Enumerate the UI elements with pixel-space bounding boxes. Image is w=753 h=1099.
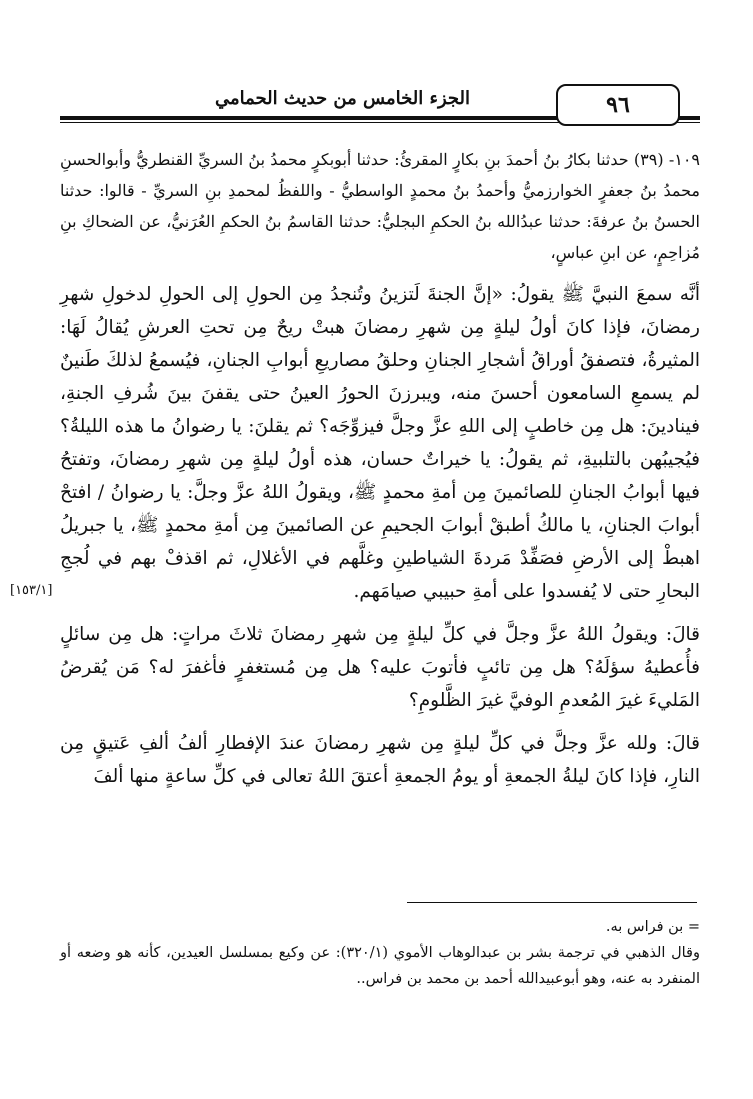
footnote-separator <box>407 902 697 903</box>
page-number-box <box>556 84 680 126</box>
volume-page-marker: [١٥٣/١] <box>10 583 53 598</box>
main-text <box>10 144 701 803</box>
hadith-text: أنَّه سمعَ النبيَّ ﷺ يقولُ: «إنَّ الجنةَ لَتزينُ وتُنجدُ مِن الحولِ إلى الحولِ لدخولِ شهرِ رمضانَ، فإذا كانَ أولُ ليلةٍ مِن شهرِ رمضانَ هبتْ ريحٌ مِن تحتِ العرشِ يُقالُ لَهَا: المثيرةُ، فتصفقُ أوراقُ أشجارِ الجنانِ وحلقُ مصاريعِ أبوابِ الجنانِ، فيُسمعُ لذلكَ طَنينٌ لم يسمعِ السامعون أحسنَ منه، ويبرزنَ الحورُ العينُ حتى يقفنَ بينَ شُرفِ الجنةِ، فينادينَ: هل مِن خاطبٍ إلى اللهِ عزَّ وجلَّ فيزوِّجَه؟ ثم يقلنَ: يا رضوانُ ما هذه الليلةُ؟ فيُجيبُهن بالتلبيةِ، ثم يقولُ: يا خيراتٌ حسان، هذه أولُ ليلةٍ مِن شهرِ رمضانَ، وتفتحُ فيها أبوابُ الجنانِ للصائمينَ مِن أمةِ محمدٍ ﷺ، ويقولُ اللهُ عزَّ وجلَّ: يا رضوانُ / افتحْ أبوابَ الجنانِ، يا مالكُ أطبقْ أبوابَ الجحيمِ عن الصائمينَ مِن أمةِ محمدٍ ﷺ، يا جبريلُ اهبطْ إلى الأرضِ فصَفِّدْ مَردةَ الشياطينِ وغلَّهم في الأغلالِ، ثم اقذفْ بهم في لُججِ البحارِ حتى لا يُفسدوا على أمةِ حبيبي صيامَهم. <box>60 284 700 602</box>
running-title: الجزء الخامس من حديث الحمامي <box>215 88 470 109</box>
hadith-paragraph-2: قالَ: ويقولُ اللهُ عزَّ وجلَّ في كلِّ ليلةٍ مِن شهرِ رمضانَ ثلاثَ مراتٍ: هل مِن سائلٍ فأُعطيهُ سؤلَهُ؟ هل مِن تائبٍ فأتوبَ عليه؟ هل مِن مُستغفرٍ فأغفرَ له؟ مَن يُقرضُ المَليءَ غيرَ المُعدمِ الوفيَّ غيرَ الظَّلومِ؟ <box>60 624 700 711</box>
page-header <box>60 80 700 130</box>
footnote-text: وقال الذهبي في ترجمة بشر بن عبدالوهاب الأموي (٣٢٠/١): عن وكيع بمسلسل العيدين، كأنه هو وضعه أو المنفرد به عنه، وهو أبوعبيدالله أحمد بن محمد بن فراس.. <box>60 945 700 987</box>
hadith-paragraph-3: قالَ: ولله عزَّ وجلَّ في كلِّ ليلةٍ مِن شهرِ رمضانَ عندَ الإفطارِ ألفُ ألفِ عَتيقٍ مِن النارِ، فإذا كانَ ليلةُ الجمعةِ أو يومُ الجمعةِ أعتقَ اللهُ تعالى في كلِّ ساعةٍ منها ألفَ <box>60 733 700 787</box>
footnote-continuation: = بن فراس به. <box>605 919 700 935</box>
page-number: ٩٦ <box>606 92 630 118</box>
hadith-isnad: ١٠٩- (٣٩) حدثنا بكارُ بنُ أحمدَ بنِ بكارٍ المقرئُ: حدثنا أبوبكرٍ محمدُ بنُ السريِّ القنطريُّ وأبوالحسنِ محمدُ بنُ جعفرٍ الخوارزميُّ وأحمدُ بنُ محمدٍ الواسطيُّ - واللفظُ لمحمدِ بنِ السريِّ - قالوا: حدثنا الحسنُ بنُ عرفةَ: حدثنا عبدُالله بنُ الحكمِ البجليُّ: حدثنا القاسمُ بنُ الحكمِ العُرَنيُّ، عن الضحاكِ بنِ مُزاحِمٍ، عن ابنِ عباسٍ، <box>60 150 701 262</box>
footnotes <box>60 914 700 992</box>
